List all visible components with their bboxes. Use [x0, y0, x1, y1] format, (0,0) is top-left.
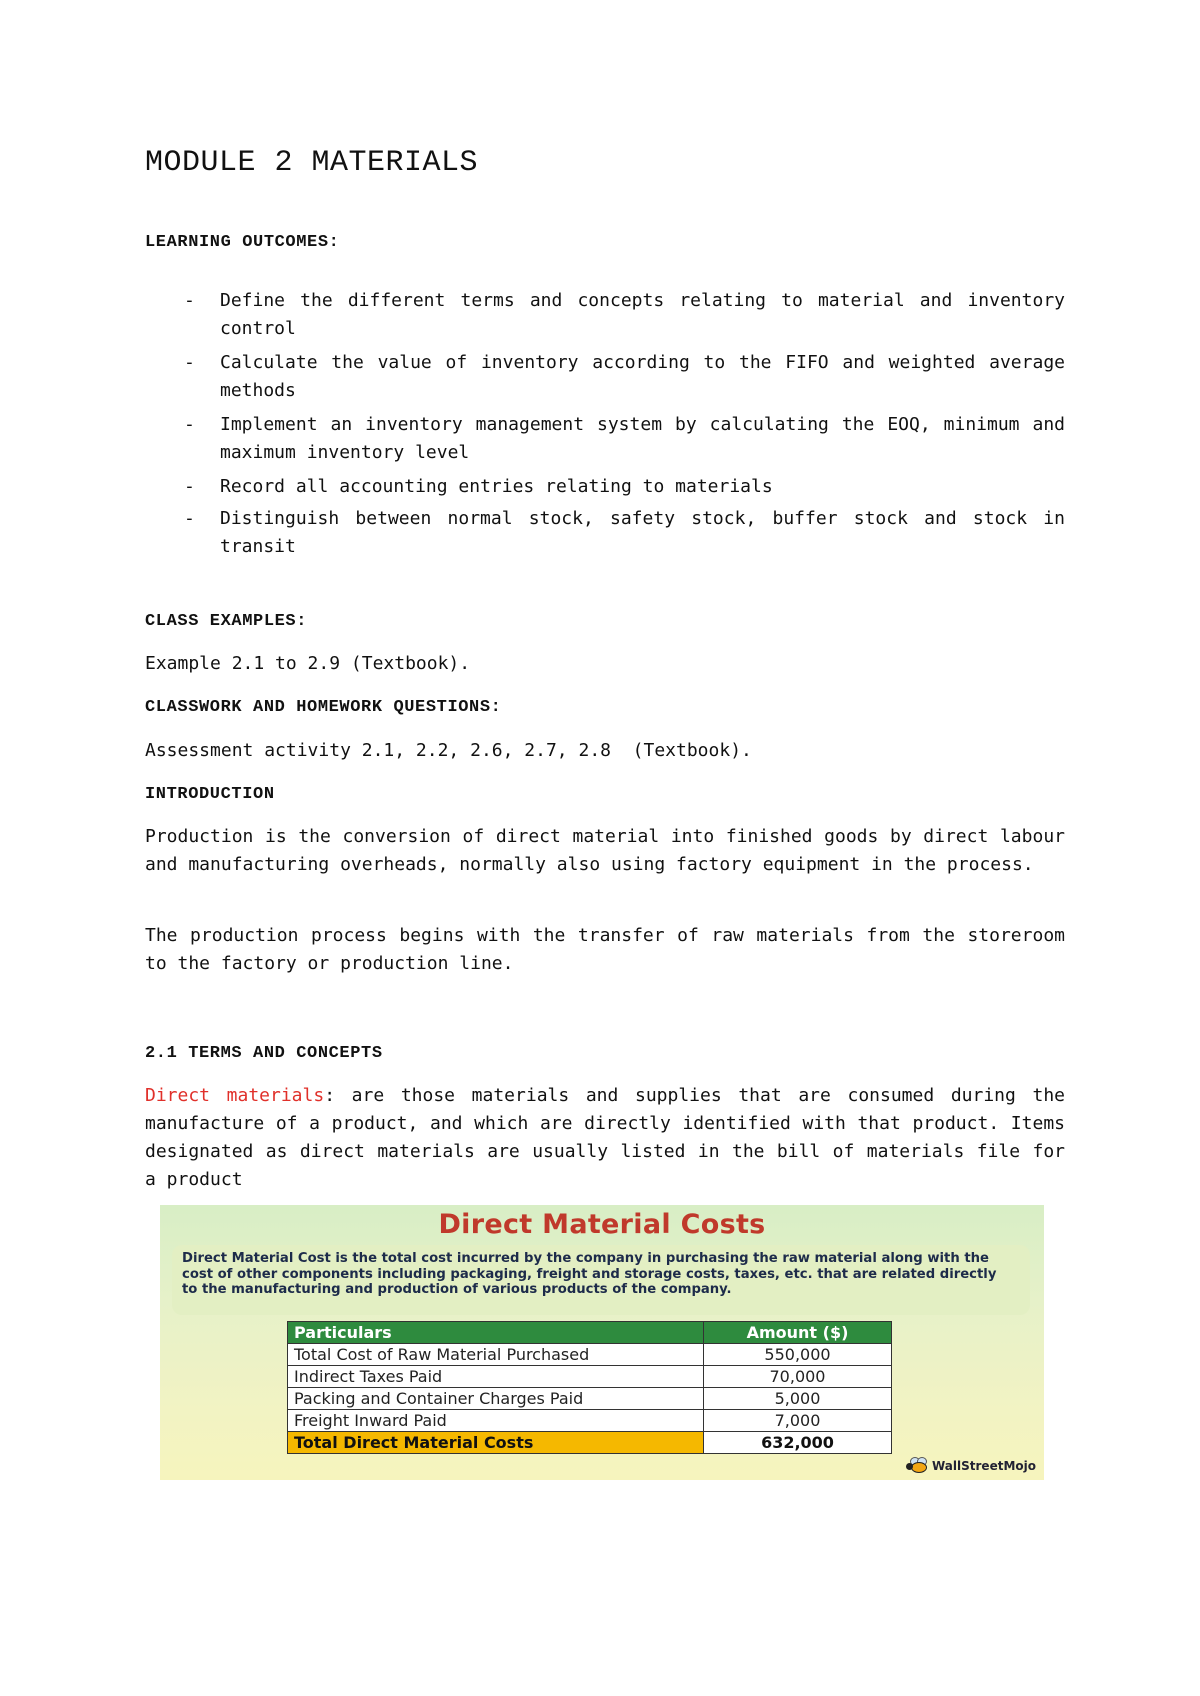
- learning-outcome-item: - Distinguish between normal stock, safety stock, buffer stock and stock in transit: [220, 505, 1065, 561]
- amount-cell: 5,000: [704, 1388, 892, 1410]
- particulars-cell: Indirect Taxes Paid: [288, 1366, 704, 1388]
- learning-outcome-item: - Record all accounting entries relating to materials: [220, 473, 1065, 501]
- classwork-heading: CLASSWORK AND HOMEWORK QUESTIONS:: [145, 698, 502, 717]
- amount-cell: 550,000: [704, 1344, 892, 1366]
- direct-material-costs-infographic: [160, 1205, 1044, 1480]
- column-header-particulars: Particulars: [288, 1322, 704, 1344]
- learning-outcomes-heading: LEARNING OUTCOMES:: [145, 233, 340, 252]
- table-row: [288, 1344, 892, 1366]
- table-row: [288, 1388, 892, 1410]
- introduction-paragraph: Production is the conversion of direct material into finished goods by direct labour and manufacturing overheads, normally also using factory equipment in the process.: [145, 826, 1065, 875]
- particulars-cell: Packing and Container Charges Paid: [288, 1388, 704, 1410]
- module-title: MODULE 2 MATERIALS: [145, 146, 479, 180]
- list-dash: -: [184, 290, 195, 311]
- terms-heading: 2.1 TERMS AND CONCEPTS: [145, 1044, 383, 1063]
- list-dash: -: [184, 352, 195, 373]
- learning-outcome-item: - Define the different terms and concepts relating to material and inventory control: [220, 287, 1065, 343]
- direct-materials-definition: Direct materials: are those materials and supplies that are consumed during the manufacture of a product, and which are directly identified with that product. Items designated as direct materials are usually listed in the bill of materials file for a product: [145, 1085, 1065, 1190]
- table-header-row: [288, 1322, 892, 1344]
- table-row: [288, 1410, 892, 1432]
- list-dash: -: [184, 476, 195, 497]
- total-label-cell: Total Direct Material Costs: [288, 1432, 704, 1454]
- particulars-cell: Total Cost of Raw Material Purchased: [288, 1344, 704, 1366]
- wallstreetmojo-logo: [906, 1454, 1036, 1478]
- total-amount-cell: 632,000: [704, 1432, 892, 1454]
- amount-cell: 7,000: [704, 1410, 892, 1432]
- class-examples-heading: CLASS EXAMPLES:: [145, 612, 308, 631]
- introduction-paragraph: The production process begins with the transfer of raw materials from the storeroom to the factory or production line.: [145, 925, 1065, 974]
- infographic-description: Direct Material Cost is the total cost incurred by the company in purchasing the raw material along with the cost of other components including packaging, freight and storage costs, taxes, etc. that are related directly to the manufacturing and production of various products of the company.: [182, 1251, 997, 1297]
- term-direct-materials: Direct materials: [145, 1085, 325, 1106]
- table-total-row: [288, 1432, 892, 1454]
- classwork-text: Assessment activity 2.1, 2.2, 2.6, 2.7, 2.8 (Textbook).: [145, 740, 752, 761]
- direct-material-costs-table: [287, 1321, 892, 1454]
- introduction-heading: INTRODUCTION: [145, 785, 275, 804]
- list-dash: -: [184, 414, 195, 435]
- particulars-cell: Freight Inward Paid: [288, 1410, 704, 1432]
- bee-icon: [906, 1457, 928, 1475]
- learning-outcome-item: - Implement an inventory management system by calculating the EOQ, minimum and maximum inventory level: [220, 411, 1065, 467]
- table-row: [288, 1366, 892, 1388]
- list-dash: -: [184, 508, 195, 529]
- class-examples-text: Example 2.1 to 2.9 (Textbook).: [145, 653, 471, 674]
- learning-outcome-item: - Calculate the value of inventory according to the FIFO and weighted average methods: [220, 349, 1065, 405]
- column-header-amount: Amount ($): [704, 1322, 892, 1344]
- amount-cell: 70,000: [704, 1366, 892, 1388]
- logo-text: WallStreetMojo: [932, 1459, 1036, 1473]
- infographic-title: Direct Material Costs: [438, 1209, 766, 1240]
